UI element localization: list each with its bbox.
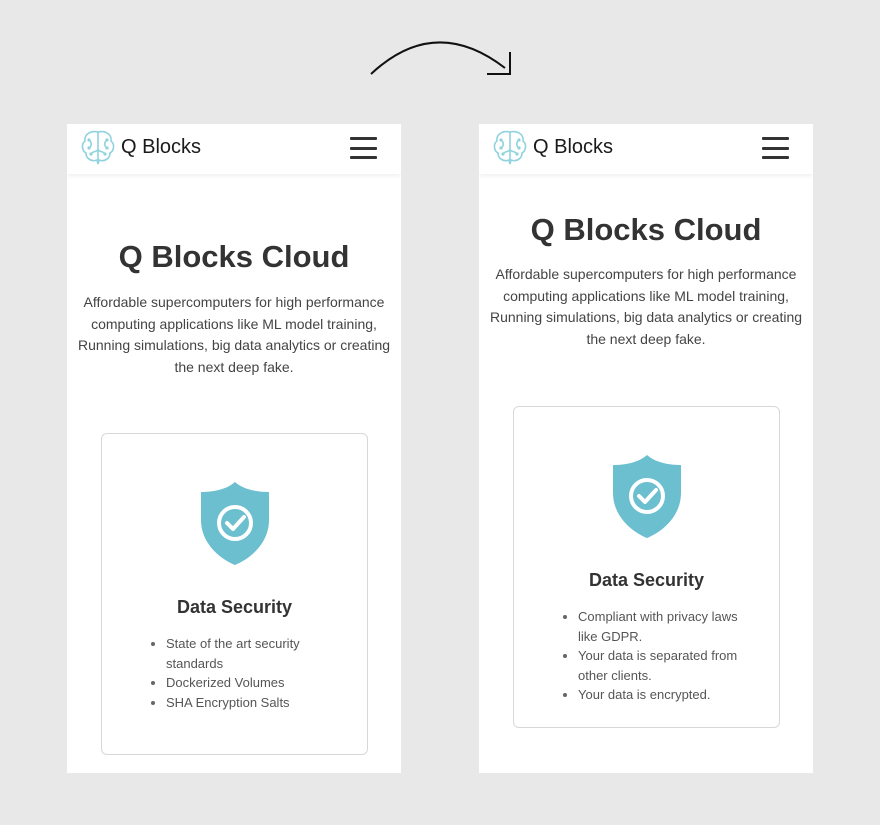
list-item: • SHA Encryption Salts bbox=[166, 693, 346, 713]
list-item: • Dockerized Volumes bbox=[166, 673, 346, 693]
shield-check-icon bbox=[610, 453, 684, 540]
hero-title: Q Blocks Cloud bbox=[118, 239, 350, 274]
feature-card bbox=[101, 433, 368, 755]
logo[interactable] bbox=[492, 128, 613, 166]
curved-arrow-icon bbox=[365, 34, 520, 82]
hamburger-menu-icon[interactable] bbox=[350, 137, 377, 159]
hero-title: Q Blocks Cloud bbox=[530, 212, 762, 247]
feature-list bbox=[578, 607, 758, 705]
mobile-screen-after bbox=[479, 124, 813, 773]
brand-name: Q Blocks bbox=[121, 135, 202, 158]
navbar bbox=[67, 124, 401, 174]
hero-description: Affordable supercomputers for high performance computing applications like ML model training, Running simulations, big data analytics or creating the next deep fake. bbox=[77, 294, 391, 375]
list-item: • Compliant with privacy laws like GDPR. bbox=[578, 607, 758, 646]
brand-name: Q Blocks bbox=[533, 135, 614, 158]
card-title: Data Security bbox=[588, 570, 705, 590]
feature-card bbox=[513, 406, 780, 728]
hamburger-menu-icon[interactable] bbox=[762, 137, 789, 159]
navbar bbox=[479, 124, 813, 174]
card-title: Data Security bbox=[176, 597, 293, 617]
feature-list bbox=[166, 634, 346, 712]
list-item: • State of the art security standards bbox=[166, 634, 346, 673]
list-item: • Your data is separated from other clients. bbox=[578, 646, 758, 685]
brain-icon bbox=[80, 128, 116, 166]
logo[interactable] bbox=[80, 128, 201, 166]
brain-icon bbox=[492, 128, 528, 166]
list-item: • Your data is encrypted. bbox=[578, 685, 758, 705]
shield-check-icon bbox=[198, 480, 272, 567]
mobile-screen-before bbox=[67, 124, 401, 773]
hero-description: Affordable supercomputers for high performance computing applications like ML model training, Running simulations, big data analytics or creating the next deep fake. bbox=[489, 266, 803, 347]
